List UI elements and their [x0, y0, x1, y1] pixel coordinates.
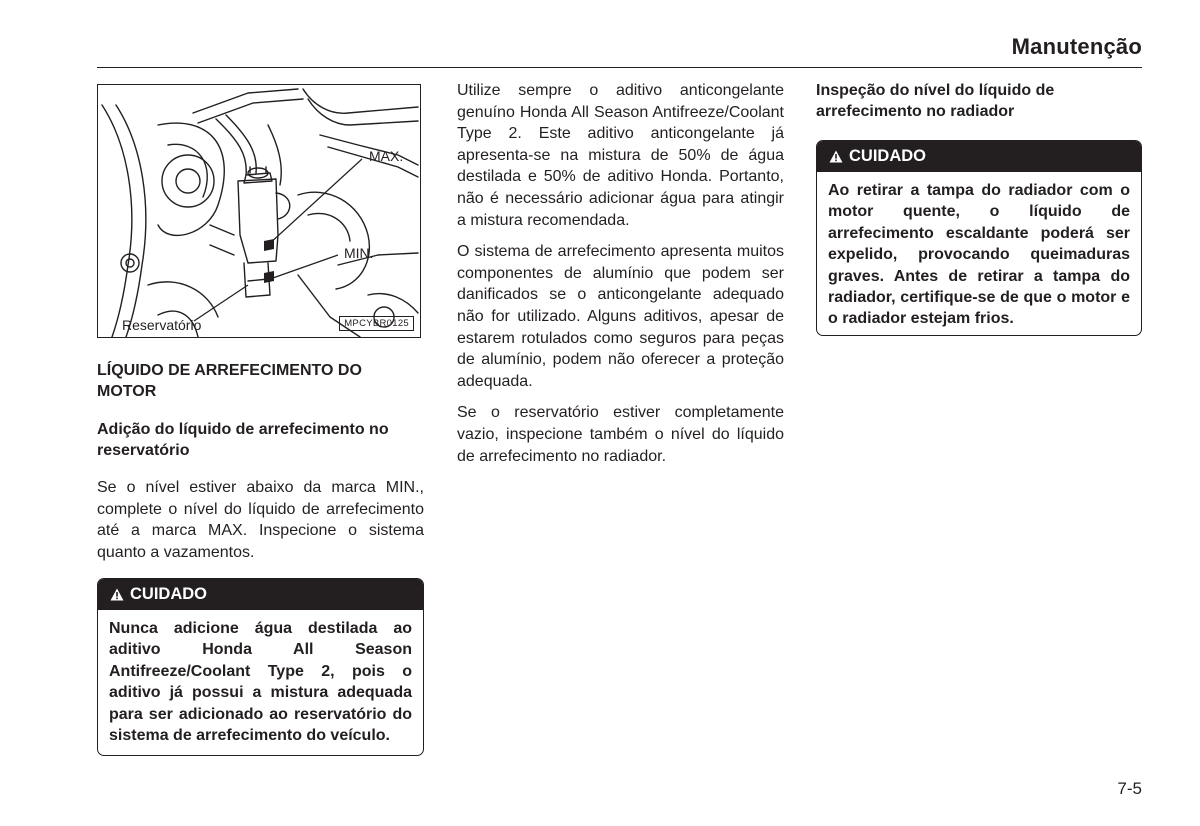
reservoir-label: Reservatório [122, 317, 202, 333]
caution-title: CUIDADO [130, 585, 207, 603]
warning-triangle-icon [829, 150, 843, 163]
column-3-text [816, 80, 1142, 122]
radiator-check-title: Inspeção do nível do líquido de arrefecimento no radiador [816, 82, 1055, 120]
coolant-reservoir-illustration [97, 84, 421, 338]
antifreeze-paragraph: Utilize sempre o aditivo anticongelante genuíno Honda All Season Antifreeze/Coolant Type 2. Este aditivo anticongelante já apresenta-se na mistura de 50% de água destilada e 50% de aditivo Honda. Portanto, não é necessário adicionar água para atingir a mistura recomendada. [457, 82, 784, 229]
warning-triangle-icon [110, 588, 124, 601]
aluminum-components-paragraph: O sistema de arrefecimento apresenta muitos componentes de alumínio que podem ser danificados se o anticongelante adequado não for utilizado. Alguns aditivos, apesar de estarem rotulados como seguros para peças de alumínio, podem não oferecer a proteção adequada. [457, 243, 784, 390]
caution-title: CUIDADO [849, 147, 926, 165]
caution-box-distilled-water [97, 578, 424, 756]
caution-box-hot-radiator [816, 140, 1142, 336]
min-mark-label: MIN. [344, 245, 374, 261]
figure-code: MPCYBR0125 [339, 316, 414, 331]
page-header-title: Manutenção [1011, 34, 1142, 59]
page-number: 7-5 [1117, 779, 1142, 798]
max-mark-label: MAX. [369, 148, 404, 164]
column-2-text [457, 80, 784, 467]
engine-bay-drawing [98, 85, 421, 338]
add-coolant-paragraph: Se o nível estiver abaixo da marca MIN., complete o nível do líquido de arrefecimento até a marca MAX. Inspecione o sistema quanto a vazamentos. [97, 479, 424, 561]
header-divider [97, 67, 1142, 68]
caution-header [817, 141, 1141, 172]
section-title: LÍQUIDO DE ARREFECIMENTO DO MOTOR [97, 362, 362, 400]
column-1-text [97, 360, 424, 563]
caution-header [98, 579, 423, 610]
caution-text: Nunca adicione água destilada ao aditivo Honda All Season Antifreeze/Coolant Type 2, pois o aditivo já possui a mistura adequada para ser adicionado ao reservatório do sistema de arrefecimento do veículo. [109, 620, 412, 745]
empty-reservoir-paragraph: Se o reservatório estiver completamente vazio, inspecione também o nível do líquido de arrefecimento no radiador. [457, 404, 784, 465]
caution-text: Ao retirar a tampa do radiador com o motor quente, o líquido de arrefecimento escaldante poderá ser expelido, provocando queimaduras graves. Antes de retirar a tampa do radiador, certifique-se de que o motor e o radiador estejam frios. [828, 182, 1130, 328]
subsection-title: Adição do líquido de arrefecimento no reservatório [97, 421, 389, 459]
